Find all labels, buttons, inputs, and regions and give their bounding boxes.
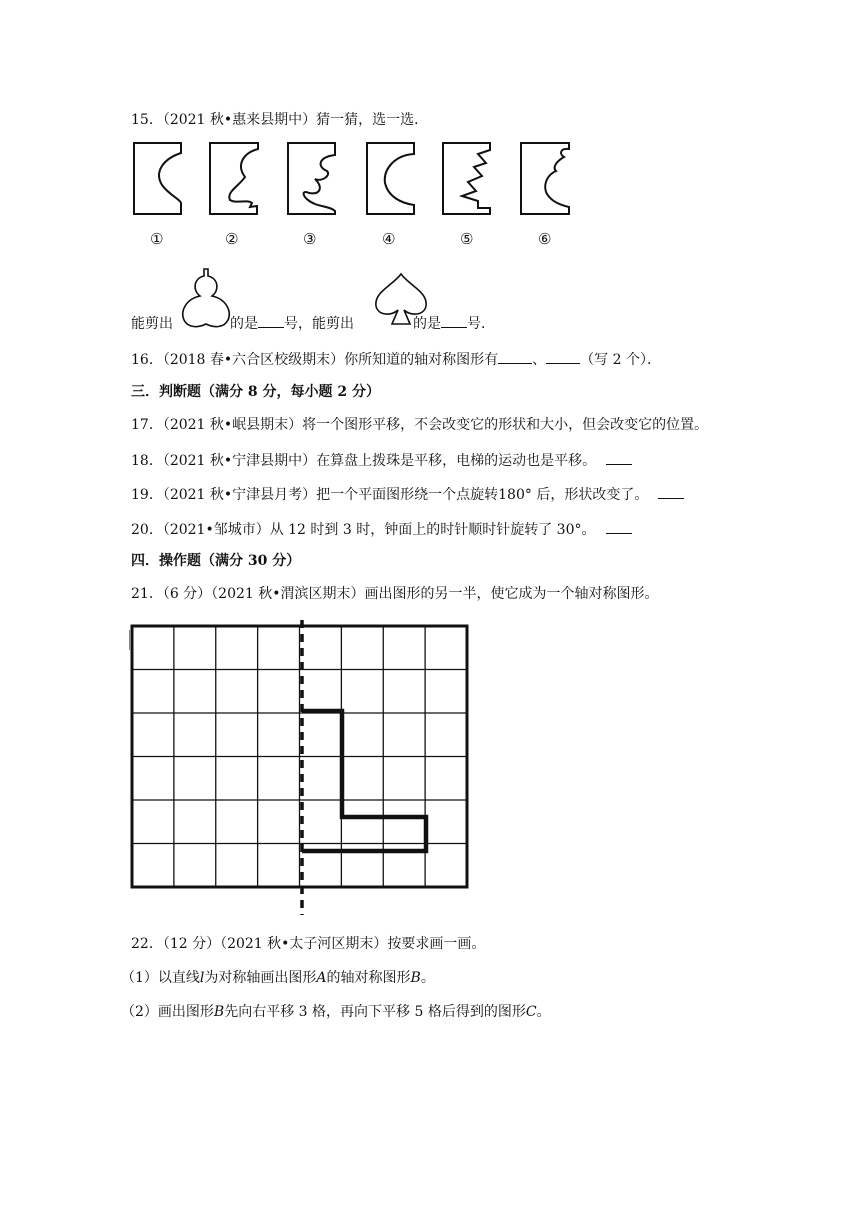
symmetry-grid[interactable] bbox=[128, 620, 473, 920]
question-16: 16．（2018 春•六合区校级期末）你所知道的轴对称图形有 、 （写 2 个）． bbox=[131, 349, 661, 370]
question-15: 15．（2021 秋•惠来县期中）猜一猜，选一选． bbox=[131, 112, 429, 128]
section-3-title: 三．判断题（满分 8 分，每小题 2 分） bbox=[131, 384, 380, 400]
paper-card-2 bbox=[210, 143, 258, 214]
card-label-6: ⑥ bbox=[538, 230, 552, 248]
card-label-1: ① bbox=[150, 230, 164, 248]
card-label-2: ② bbox=[225, 230, 239, 248]
question-18: 18．（2021 秋•宁津县期中）在算盘上拨珠是平移，电梯的运动也是平移。 bbox=[131, 450, 632, 471]
question-22-item-1: （1）以直线l为对称轴画出图形A的轴对称图形B。 bbox=[121, 970, 435, 986]
answer-blank-16b[interactable] bbox=[546, 349, 580, 364]
answer-blank-18[interactable] bbox=[606, 450, 632, 465]
paper-card-3 bbox=[288, 143, 335, 214]
card-label-5: ⑤ bbox=[460, 230, 474, 248]
paper-cut-options bbox=[0, 135, 860, 255]
answer-blank-19[interactable] bbox=[658, 484, 684, 499]
question-22-item-2: （2）画出图形B先向右平移 3 格，再向下平移 5 格后得到的图形C。 bbox=[121, 1004, 551, 1020]
section-4-title: 四．操作题（满分 30 分） bbox=[131, 553, 301, 569]
paper-card-4 bbox=[367, 143, 414, 214]
answer-blank-20[interactable] bbox=[606, 519, 632, 534]
card-label-4: ④ bbox=[382, 230, 396, 248]
half-figure bbox=[302, 711, 426, 851]
question-20: 20．（2021•邹城市）从 12 时到 3 时，钟面上的时针顺时针旋转了 30°。 bbox=[131, 519, 632, 540]
answer-blank-gourd[interactable] bbox=[258, 313, 284, 328]
question-17: 17．（2021 秋•岷县期末）将一个图形平移，不会改变它的形状和大小，但会改变它的位置。 bbox=[131, 417, 709, 433]
grid-lines bbox=[132, 626, 467, 887]
answer-blank-16a[interactable] bbox=[498, 349, 532, 364]
question-22: 22．（12 分）（2021 秋•太子河区期末）按要求画一画。 bbox=[131, 936, 486, 952]
question-15-answer-line: 能剪出 的是 号，能剪出 的是 号． bbox=[131, 313, 495, 334]
paper-card-5 bbox=[443, 143, 490, 214]
card-label-3: ③ bbox=[303, 230, 317, 248]
paper-card-6 bbox=[521, 143, 569, 214]
paper-card-1 bbox=[134, 143, 181, 214]
question-21: 21．（6 分）（2021 秋•渭滨区期末）画出图形的另一半，使它成为一个轴对称图形。 bbox=[131, 586, 659, 602]
question-19: 19．（2021 秋•宁津县月考）把一个平面图形绕一个点旋转180° 后，形状改变了。 bbox=[131, 484, 684, 505]
answer-blank-spade[interactable] bbox=[441, 313, 467, 328]
